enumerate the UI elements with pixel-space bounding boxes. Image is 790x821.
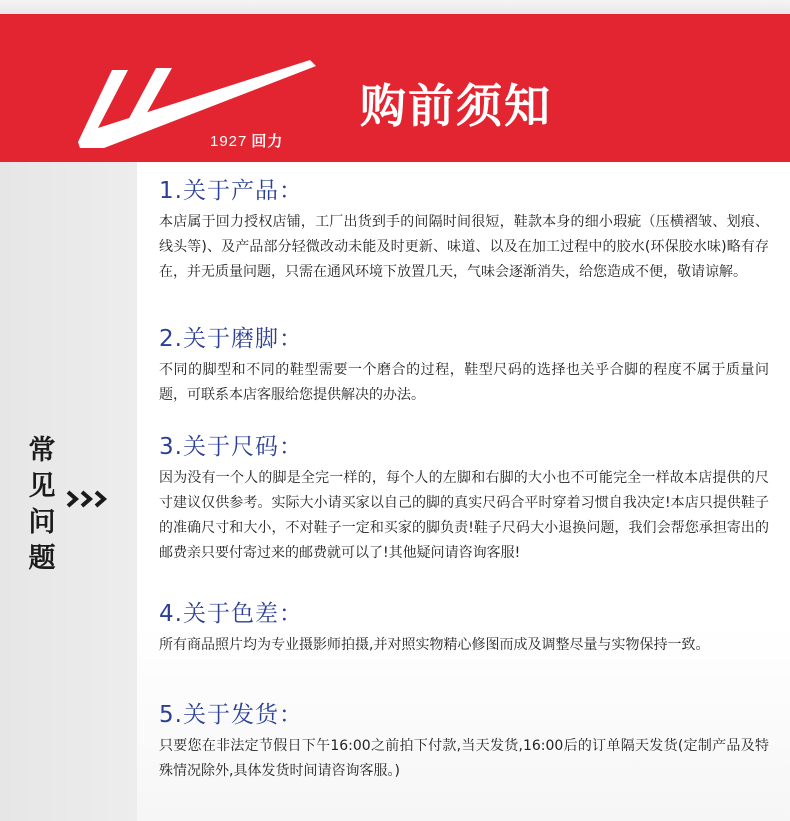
section-heading: 3.关于尺码： (159, 434, 303, 460)
section-heading: 5.关于发货： (159, 702, 303, 728)
section-body: 不同的脚型和不同的鞋型需要一个磨合的过程，鞋型尺码的选择也关乎合脚的程度不属于质量问题，可联系本店客服给您提供解决的办法。 (159, 362, 769, 403)
section-body: 因为没有一个人的脚是全完一样的，每个人的左脚和右脚的大小也不可能完全一样故本店提供的尺寸建议仅供参考。实际大小请买家以自己的脚的真实尺码合平时穿着习惯自我决定!本店只提供鞋子的准确尺寸和大小，不对鞋子一定和买家的脚负责!鞋子尺码大小退换问题，我们会帮您承担寄出的邮费亲只要付寄过来的邮费就可以了!其他疑问请咨询客服! (159, 470, 769, 561)
section-color (159, 599, 769, 658)
triple-chevron-right-icon (66, 489, 112, 509)
section-product (159, 176, 769, 285)
section-body: 只要您在非法定节假日下午16:00之前拍下付款,当天发货,16:00后的订单隔天发货(定制产品及特殊情况除外,具体发货时间请咨询客服。) (159, 738, 769, 779)
page-title: 购前须知 (360, 79, 552, 133)
brand-line (210, 130, 283, 151)
section-size (159, 432, 769, 566)
sidebar-label: 常见问题 (28, 435, 56, 574)
section-body: 本店属于回力授权店铺，工厂出货到手的间隔时间很短，鞋款本身的细小瑕疵（压横褶皱、划痕、线头等)、及产品部分轻微改动未能及时更新、味道、以及在加工过程中的胶水(环保胶水味)略有存在，并无质量问题，只需在通风环境下放置几天，气味会逐渐消失，给您造成不便，敬请谅解。 (159, 214, 769, 280)
top-strip (0, 0, 790, 14)
brand-year: 1927 (210, 133, 248, 150)
section-body: 所有商品照片均为专业摄影师拍摄,并对照实物精心修图而成及调整尽量与实物保持一致。 (159, 637, 710, 653)
section-shipping (159, 700, 769, 784)
section-fit (159, 324, 769, 408)
section-heading: 4.关于色差： (159, 601, 303, 627)
section-heading: 2.关于磨脚： (159, 326, 303, 352)
section-heading: 1.关于产品： (159, 178, 303, 204)
header-banner (0, 14, 790, 162)
sidebar (0, 162, 137, 821)
brand-name: 回力 (251, 132, 284, 150)
content-panel (137, 162, 790, 821)
